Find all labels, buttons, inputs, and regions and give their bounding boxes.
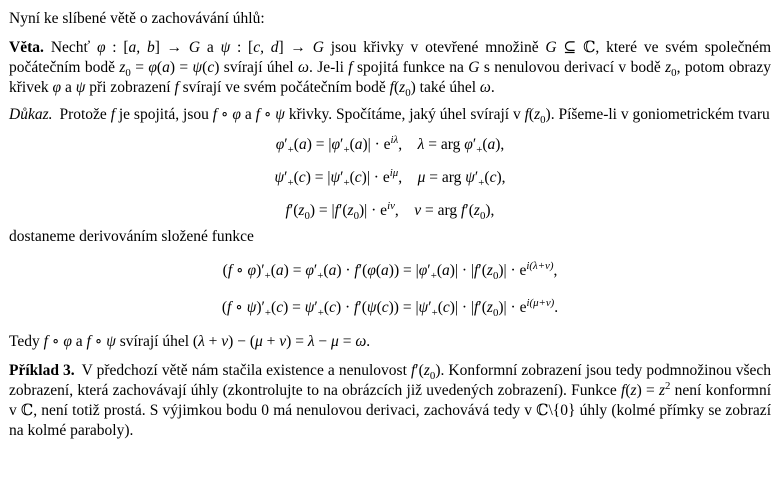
equation-composite-phi: (f ∘ $\varphi)'_+(a) = \varphi'_+(a) \cdot f'(\varphi(a)) = |\varphi'_+(a)| \cdot |f'(z_0)| \cdot e^{i(\lambda+\nu)}$,: [222, 259, 558, 283]
connector-paragraph: [9, 227, 771, 247]
connector-text: dostaneme derivováním složené funkce: [9, 228, 254, 245]
example-text: V předchozí větě nám stačila existence a nenulovost $f'(z_0)$. Konformní zobrazení jsou tedy podmnožinou všech zobrazení, která zachovávají úhly (zkontrolujte to na obrázcích již uvedených zobrazení). Funkce $f(z) = z^2$ není konformní v ℂ, není totiž prostá. S výjimkou bodu 0 má nenulovou derivaci, zachovává tedy v ℂ\{0} úhly (kolmé přímky se zobrazí na kolmé paraboly).: [9, 362, 772, 439]
equation-block-composite: [9, 261, 771, 318]
intro-paragraph: [9, 9, 771, 29]
conclusion-text: Tedy f ∘ φ a f ∘ ψ svírají úhel (λ + ν) − (μ + ν) = λ − μ = ω.: [9, 333, 371, 350]
theorem-text: Nechť φ : [a, b] → G a ψ : [c, d] → G jsou křivky v otevřené množině G ⊆ ℂ, které ve svém společném počátečním bodě $z_0 = \varphi(a) = \psi(c)$ svírají úhel ω. Je-li f spojitá funkce na G s nenulovou derivací v bodě $z_0$, potom obrazy křivek φ a ψ při zobrazení f svírají ve svém počátečním bodě $f(z_0)$ také úhel ω.: [9, 39, 772, 100]
equation-phi-derivative: $\varphi'_+(a) = |\varphi'_+(a)| \cdot e^{i\lambda}$, λ = arg $\varphi'_+(a)$,: [275, 133, 505, 157]
conclusion-paragraph: [9, 332, 771, 352]
proof-label: Důkaz.: [9, 106, 53, 123]
example-paragraph: [9, 361, 771, 441]
proof-paragraph: [9, 105, 771, 125]
proof-text: Protože f je spojitá, jsou f ∘ φ a f ∘ ψ křivky. Spočítáme, jaký úhel svírají v $f(z_0)$. Píšeme-li v goniometrickém tvaru: [59, 106, 770, 127]
equation-f-derivative: $f'(z_0) = |f'(z_0)| \cdot e^{i\nu}$, ν = arg $f'(z_0)$,: [285, 199, 495, 223]
theorem-label: Věta.: [9, 39, 44, 56]
example-label: Příklad 3.: [9, 362, 75, 379]
theorem-paragraph: [9, 38, 771, 98]
intro-text: Nyní ke slíbené větě o zachovávání úhlů:: [9, 10, 265, 27]
equation-psi-derivative: $\psi'_+(c) = |\psi'_+(c)| \cdot e^{i\mu}$, μ = arg $\psi'_+(c)$,: [274, 166, 506, 190]
equation-composite-psi: (f ∘ $\psi)'_+(c) = \psi'_+(c) \cdot f'(\psi(c)) = |\psi'_+(c)| \cdot |f'(z_0)| \cdot e^{i(\mu+\nu)}$.: [221, 296, 559, 320]
equation-block-goniometric: [9, 135, 771, 221]
